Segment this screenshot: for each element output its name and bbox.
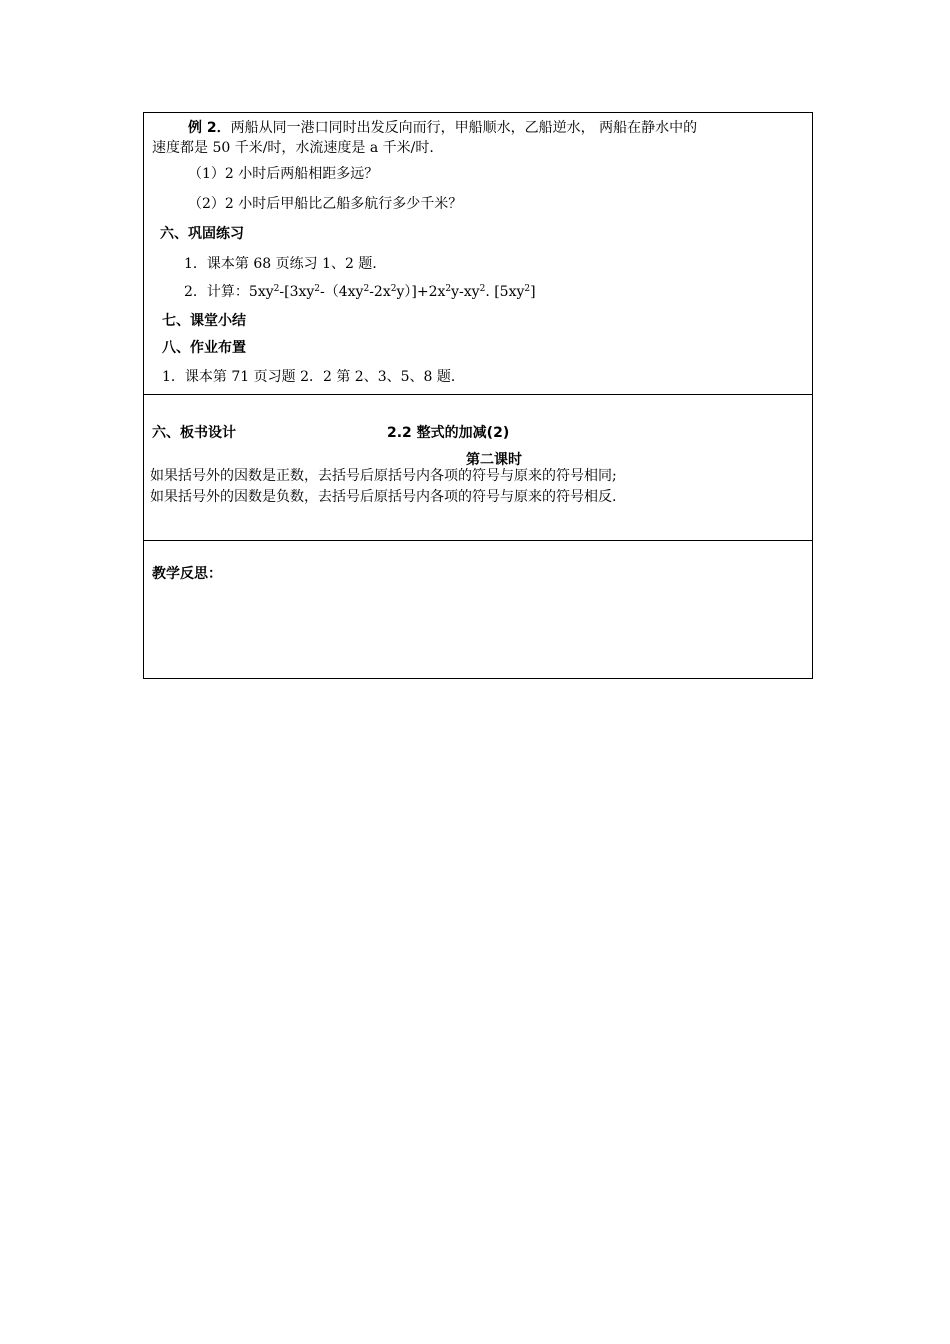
reflection-label: 教学反思：	[152, 566, 222, 582]
board-title: 2.2 整式的加减(2)	[387, 425, 510, 441]
board-design-label: 六、板书设计	[152, 425, 236, 441]
section-8-title: 八、作业布置	[162, 340, 246, 356]
example-label: 例 2．	[188, 120, 231, 136]
reflection-section	[144, 541, 812, 678]
exercise-section	[144, 113, 812, 395]
section-6-title: 六、巩固练习	[160, 226, 244, 242]
homework-item-1: 1．课本第 71 页习题 2．2 第 2、3、5、8 题．	[162, 369, 465, 385]
math-expression: $5xy^2-[3xy^2-(4xy^2-2x^2y)]+2x^2y-xy^2$. $[5xy^2]$	[248, 284, 536, 300]
example-line-2: 速度都是 50 千米/时，水流速度是 a 千米/时.	[152, 140, 434, 156]
board-subtitle: 第二课时	[466, 452, 522, 468]
board-design-section	[144, 395, 812, 541]
example-line-1	[188, 119, 697, 137]
board-rule-1: 如果括号外的因数是正数，去括号后原括号内各项的符号与原来的符号相同;	[150, 468, 617, 484]
board-rule-2: 如果括号外的因数是负数，去括号后原括号内各项的符号与原来的符号相反.	[150, 489, 617, 505]
question-1: （1）2 小时后两船相距多远？	[188, 166, 379, 182]
practice-item-2	[184, 283, 536, 301]
lesson-plan-table	[143, 112, 813, 679]
example-text: 两船从同一港口同时出发反向而行，甲船顺水，乙船逆水， 两船在静水中的	[230, 120, 698, 136]
question-2: （2）2 小时后甲船比乙船多航行多少千米？	[188, 196, 463, 212]
practice-item-2-prefix: 2．计算：	[184, 284, 249, 300]
section-7-title: 七、课堂小结	[162, 313, 246, 329]
practice-item-1: 1．课本第 68 页练习 1、2 题．	[184, 256, 387, 272]
